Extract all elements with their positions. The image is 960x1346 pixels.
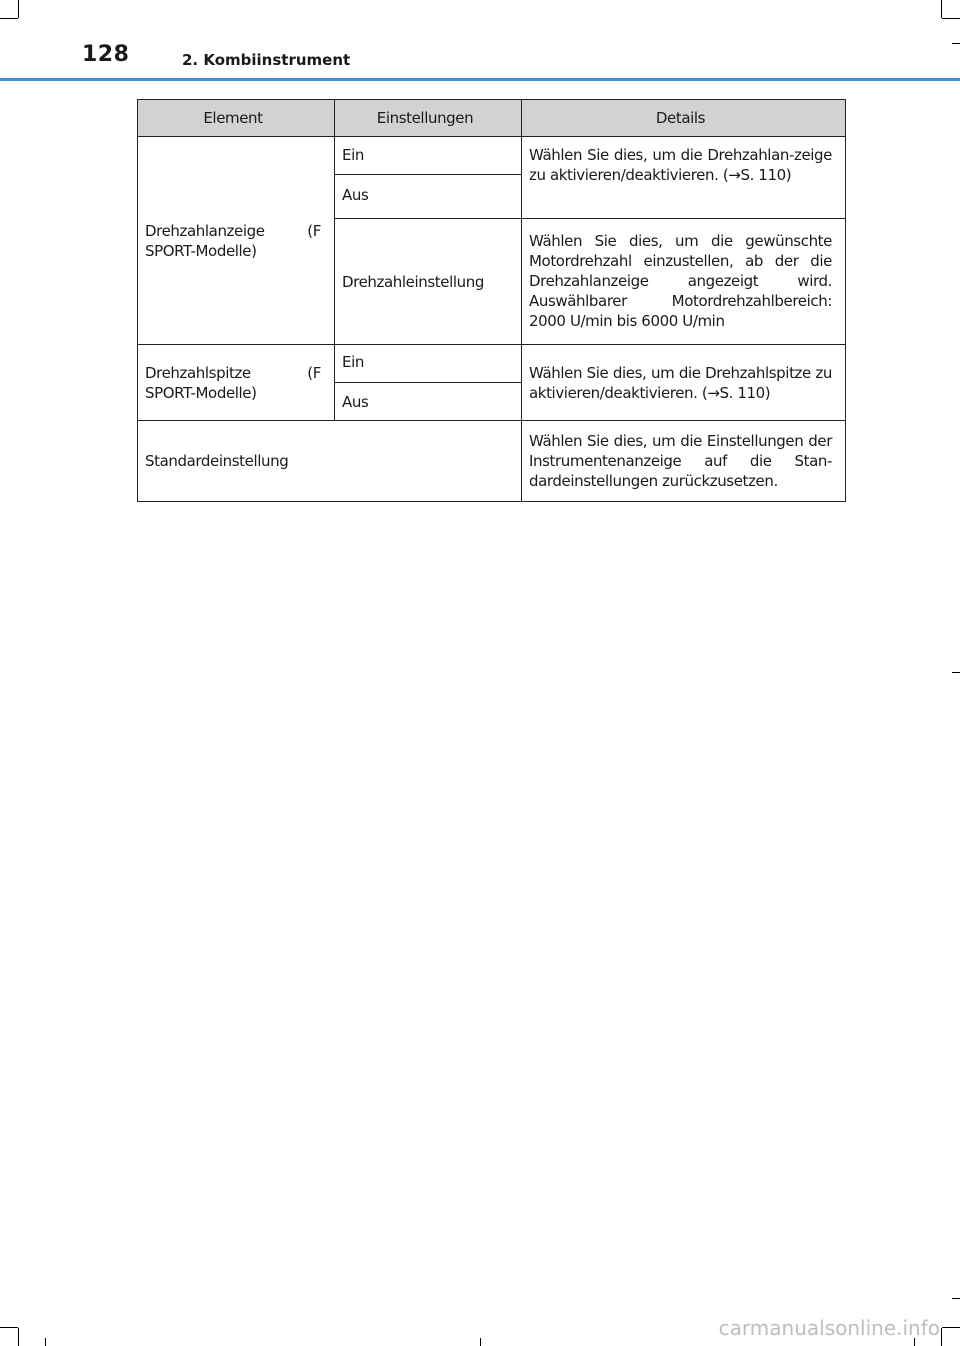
setting-cell: Aus <box>335 175 522 219</box>
details-cell: Wählen Sie dies, um die Drehzahlspitze zu aktivieren/deaktivieren. (→S. 110) <box>522 345 846 421</box>
crop-mark <box>480 1338 481 1346</box>
element-cell: Drehzahlanzeige (F SPORT-Modelle) <box>138 137 335 345</box>
setting-cell: Ein <box>335 137 522 175</box>
crop-mark <box>18 1328 19 1346</box>
crop-mark <box>952 672 960 673</box>
crop-mark <box>952 1298 960 1299</box>
settings-table <box>137 99 846 502</box>
table-header-row <box>138 100 846 137</box>
crop-mark <box>941 1328 942 1346</box>
column-header-details: Details <box>522 100 846 137</box>
details-cell: Wählen Sie dies, um die Einstellungen der Instrumentenanzeige auf die Stan-dardeinstellungen zurückzusetzen. <box>522 421 846 502</box>
element-cell: Standardeinstellung <box>138 421 522 502</box>
header-rule <box>0 78 960 81</box>
watermark: carmanualsonline.info <box>718 1316 940 1340</box>
column-header-element: Element <box>138 100 335 137</box>
page-number: 128 <box>82 42 130 67</box>
crop-mark <box>45 1338 46 1346</box>
table-row <box>138 421 846 502</box>
details-cell: Wählen Sie dies, um die gewünschte Motordrehzahl einzustellen, ab der die Drehzahlanzeige angezeigt wird. Auswählbarer Motordrehzahlbereich: 2000 U/min bis 6000 U/min <box>522 219 846 345</box>
setting-cell: Aus <box>335 383 522 421</box>
element-cell: Drehzahlspitze (F SPORT-Modelle) <box>138 345 335 421</box>
table-row <box>138 345 846 383</box>
setting-cell: Drehzahleinstellung <box>335 219 522 345</box>
table-row <box>138 137 846 175</box>
column-header-settings: Einstellungen <box>335 100 522 137</box>
setting-cell: Ein <box>335 345 522 383</box>
crop-mark <box>0 1327 18 1328</box>
details-cell: Wählen Sie dies, um die Drehzahlan-zeige zu aktivieren/deaktivieren. (→S. 110) <box>522 137 846 219</box>
chapter-title: 2. Kombiinstrument <box>182 51 351 69</box>
page-header <box>0 0 960 82</box>
crop-mark <box>942 1327 960 1328</box>
